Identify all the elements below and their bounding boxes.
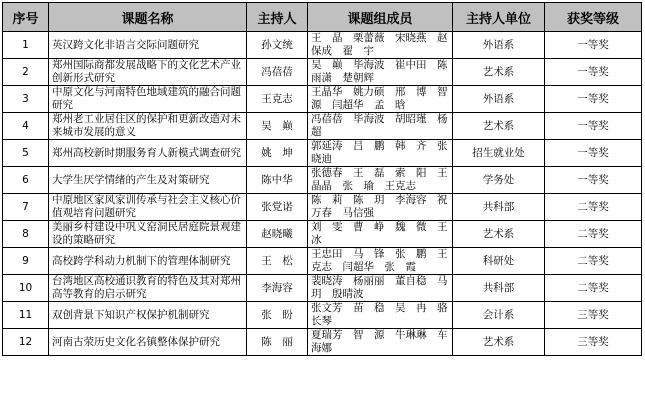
cell-unit: 艺术系 <box>453 113 545 140</box>
cell-unit: 共科部 <box>453 194 545 221</box>
cell-award: 二等奖 <box>545 275 642 302</box>
awards-document <box>2 2 642 356</box>
cell-award: 三等奖 <box>545 329 642 356</box>
cell-members: 王晶华 姚力硕 邢 博 智 源 闫超华 孟 晗 <box>308 86 453 113</box>
cell-title: 英汉跨文化非语言交际问题研究 <box>49 32 247 59</box>
cell-members: 裴晓涛 杨丽丽 董自稳 马 玥 殷晴波 <box>308 275 453 302</box>
cell-unit: 科研处 <box>453 248 545 275</box>
cell-no: 3 <box>3 86 49 113</box>
cell-members: 夏瑞芳 智 源 牛琳琳 车海娜 <box>308 329 453 356</box>
cell-members: 张文芳 苗 稳 吴 冉 骆长琴 <box>308 302 453 329</box>
cell-title: 中原地区家风家训传承与社会主义核心价值观培育问题研究 <box>49 194 247 221</box>
cell-members: 张德春 王 磊 索 阳 王晶晶 张 瑜 王克志 <box>308 167 453 194</box>
cell-no: 5 <box>3 140 49 167</box>
cell-award: 二等奖 <box>545 194 642 221</box>
cell-host: 赵晓曦 <box>247 221 308 248</box>
cell-members: 王 晶 栗蕾薇 宋晓燕 赵保成 翟 宇 <box>308 32 453 59</box>
header-no: 序号 <box>3 3 49 32</box>
cell-host: 吴 巅 <box>247 113 308 140</box>
cell-host: 张党诺 <box>247 194 308 221</box>
cell-host: 王 松 <box>247 248 308 275</box>
cell-members: 冯蓓蓓 毕海波 胡昭瑾 杨 超 <box>308 113 453 140</box>
header-host: 主持人 <box>247 3 308 32</box>
cell-no: 6 <box>3 167 49 194</box>
cell-host: 姚 坤 <box>247 140 308 167</box>
cell-title: 郑州高校新时期服务育人新模式调查研究 <box>49 140 247 167</box>
cell-host: 冯蓓蓓 <box>247 59 308 86</box>
cell-title: 河南古荥历史文化名镇整体保护研究 <box>49 329 247 356</box>
cell-no: 9 <box>3 248 49 275</box>
cell-award: 一等奖 <box>545 32 642 59</box>
cell-members: 刘 雯 曹 峥 魏 微 王 冰 <box>308 221 453 248</box>
cell-members: 王忠田 马 锋 张 鹏 王克志 闫超华 张 霞 <box>308 248 453 275</box>
cell-unit: 共科部 <box>453 275 545 302</box>
awards-table <box>2 2 642 356</box>
header-title: 课题名称 <box>49 3 247 32</box>
cell-unit: 艺术系 <box>453 329 545 356</box>
cell-no: 2 <box>3 59 49 86</box>
cell-no: 11 <box>3 302 49 329</box>
cell-title: 美丽乡村建设中巩义窑洞民居庭院景观建设的策略研究 <box>49 221 247 248</box>
table-row <box>3 275 642 302</box>
cell-no: 10 <box>3 275 49 302</box>
cell-unit: 艺术系 <box>453 221 545 248</box>
cell-unit: 艺术系 <box>453 59 545 86</box>
cell-award: 一等奖 <box>545 167 642 194</box>
table-header-row <box>3 3 642 32</box>
cell-title: 双创背景下知识产权保护机制研究 <box>49 302 247 329</box>
cell-award: 二等奖 <box>545 221 642 248</box>
table-row <box>3 194 642 221</box>
table-row <box>3 167 642 194</box>
cell-members: 吴 巅 毕海波 崔中田 陈雨潇 楚朝辉 <box>308 59 453 86</box>
header-unit: 主持人单位 <box>453 3 545 32</box>
cell-title: 高校跨学科动力机制下的管理体制研究 <box>49 248 247 275</box>
cell-members: 郭延涛 吕 鹏 韩 齐 张晓迪 <box>308 140 453 167</box>
cell-host: 陈 丽 <box>247 329 308 356</box>
cell-no: 4 <box>3 113 49 140</box>
header-award: 获奖等级 <box>545 3 642 32</box>
table-row <box>3 140 642 167</box>
cell-award: 三等奖 <box>545 302 642 329</box>
cell-unit: 招生就业处 <box>453 140 545 167</box>
table-row <box>3 59 642 86</box>
header-members: 课题组成员 <box>308 3 453 32</box>
cell-host: 孙文统 <box>247 32 308 59</box>
cell-no: 1 <box>3 32 49 59</box>
cell-no: 12 <box>3 329 49 356</box>
table-row <box>3 329 642 356</box>
cell-unit: 学务处 <box>453 167 545 194</box>
cell-award: 一等奖 <box>545 140 642 167</box>
table-row <box>3 248 642 275</box>
cell-award: 一等奖 <box>545 59 642 86</box>
table-row <box>3 86 642 113</box>
cell-unit: 外语系 <box>453 32 545 59</box>
cell-members: 陈 莉 陈 玥 李海容 祝万春 马信强 <box>308 194 453 221</box>
cell-title: 郑州国际商都发展战略下的文化艺术产业创新形式研究 <box>49 59 247 86</box>
cell-host: 陈中华 <box>247 167 308 194</box>
table-row <box>3 302 642 329</box>
cell-title: 中原文化与河南特色地域建筑的融合问题研究 <box>49 86 247 113</box>
table-row <box>3 113 642 140</box>
cell-no: 8 <box>3 221 49 248</box>
cell-unit: 外语系 <box>453 86 545 113</box>
cell-award: 二等奖 <box>545 248 642 275</box>
cell-host: 王克志 <box>247 86 308 113</box>
cell-no: 7 <box>3 194 49 221</box>
cell-host: 李海容 <box>247 275 308 302</box>
cell-title: 台湾地区高校通识教育的特色及其对郑州高等教育的启示研究 <box>49 275 247 302</box>
table-body <box>3 32 642 356</box>
cell-award: 一等奖 <box>545 86 642 113</box>
cell-title: 大学生厌学情绪的产生及对策研究 <box>49 167 247 194</box>
cell-host: 张 盼 <box>247 302 308 329</box>
cell-unit: 会计系 <box>453 302 545 329</box>
cell-title: 郑州老工业居住区的保护和更新改造对未来城市发展的意义 <box>49 113 247 140</box>
cell-award: 一等奖 <box>545 113 642 140</box>
table-row <box>3 32 642 59</box>
table-row <box>3 221 642 248</box>
